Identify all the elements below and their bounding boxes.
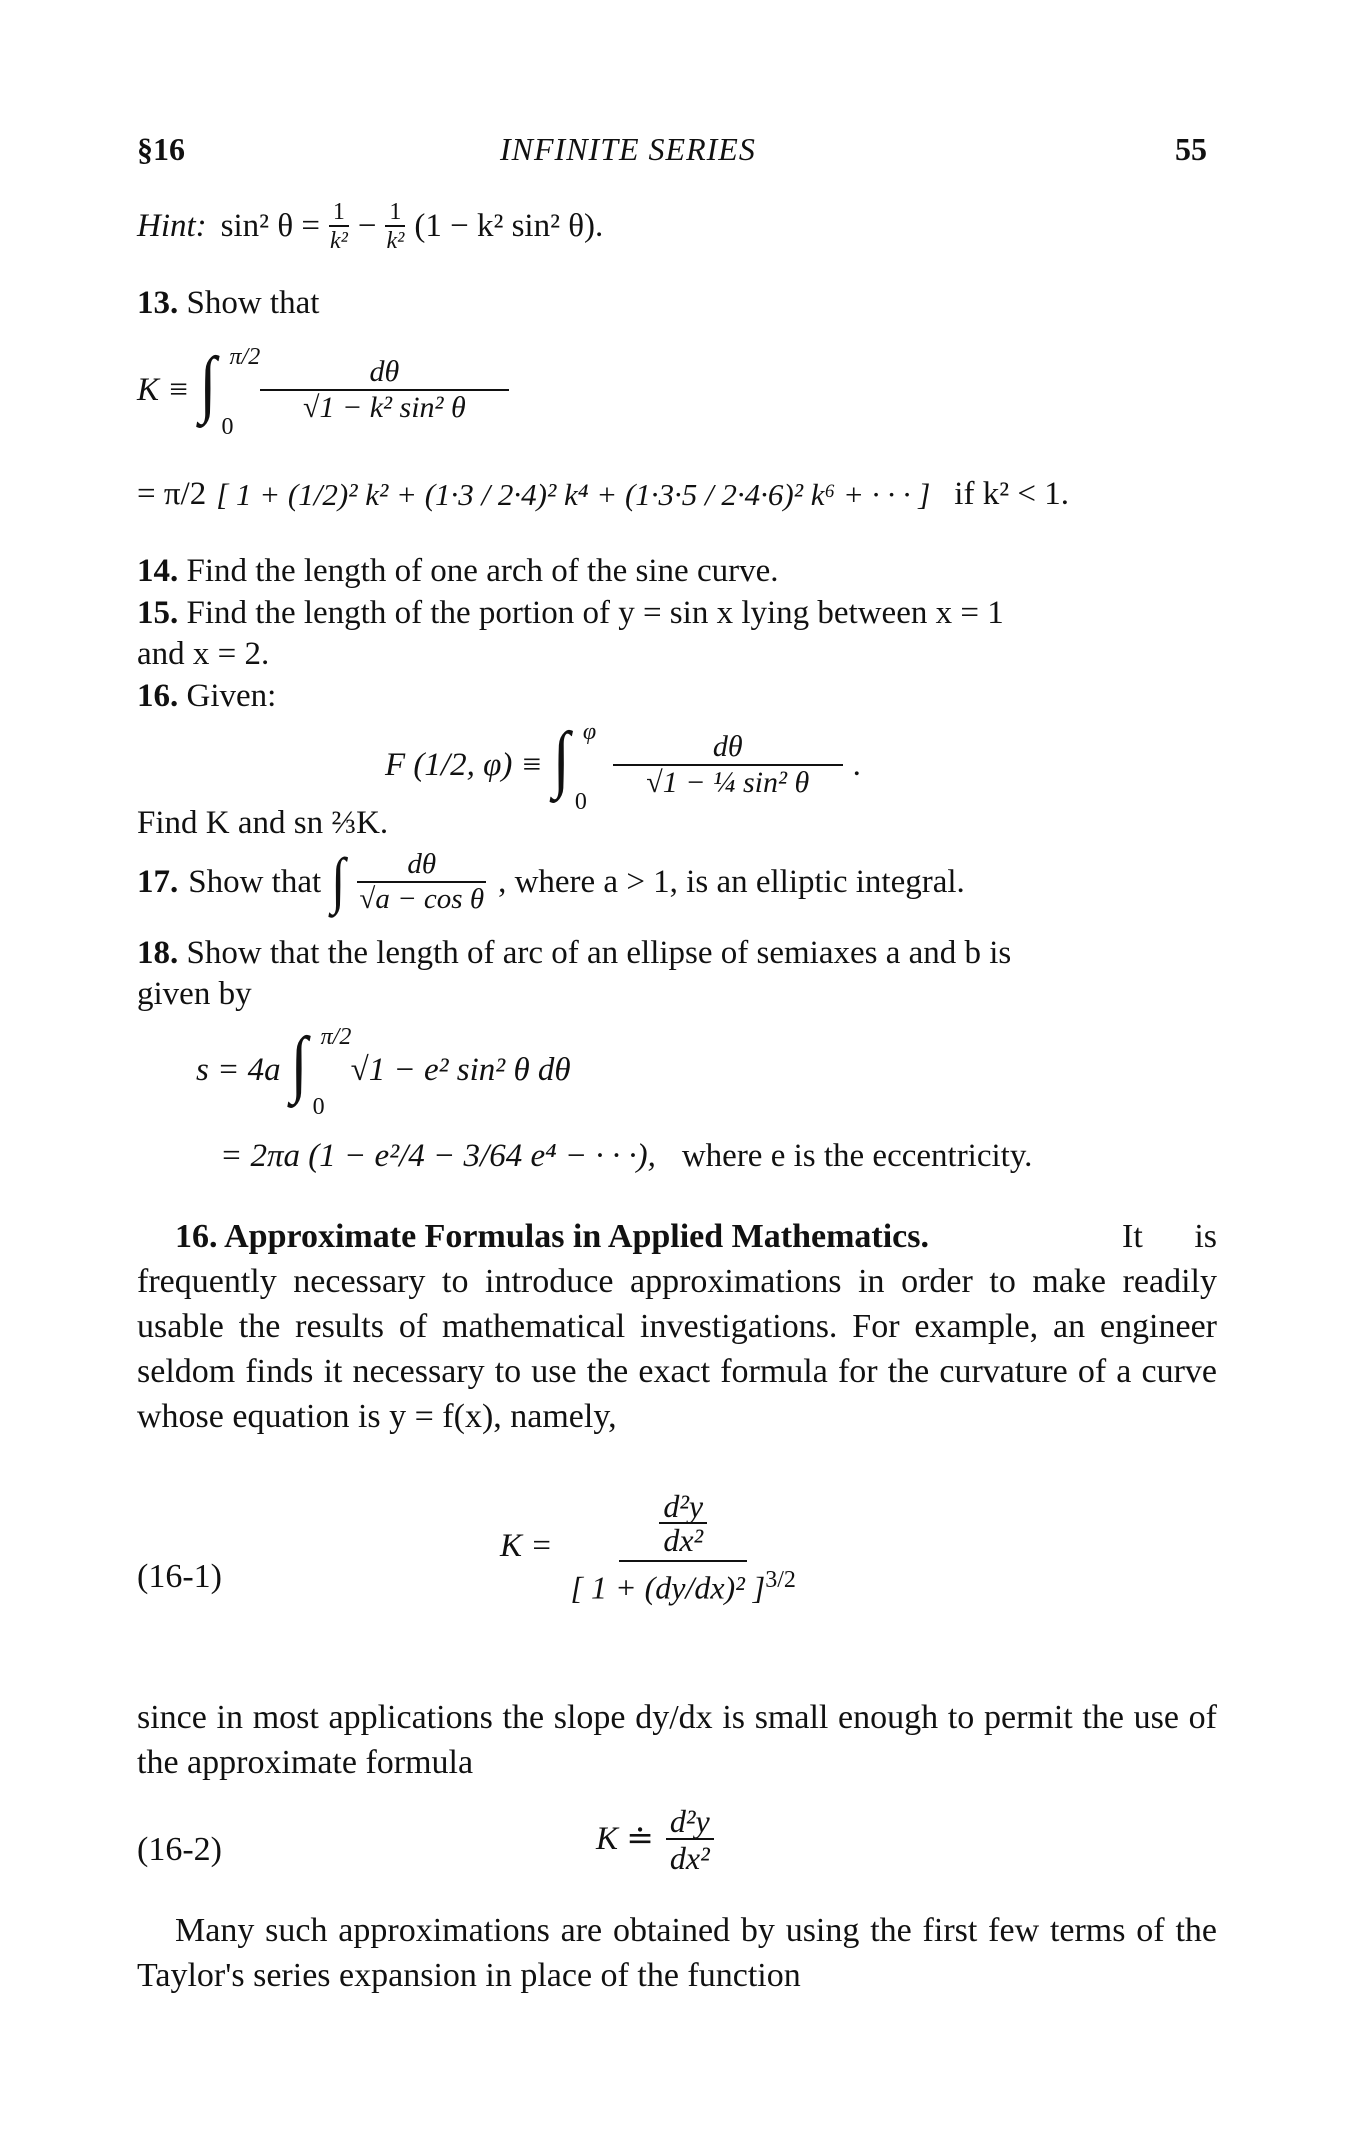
eq-16-2-fraction [666,1805,714,1874]
lower-limit-18: 0 [312,1094,325,1120]
ellipse-arc-note: where e is the eccentricity. [681,1138,1033,1174]
problem-17-text: Show that [188,863,322,900]
problem-18-result [220,1140,1032,1173]
problem-18 [137,937,1011,970]
eq-16-2-label: (16-2) [137,1831,222,1868]
section-marker: §16 [137,131,185,167]
integral-sign-13: ∫ π/2 0 [199,343,261,440]
problem-14-number: 14. [137,553,179,589]
problem-15-number: 15. [137,595,179,631]
problem-15 [137,597,1004,630]
problem-13-integral [137,343,509,440]
section-16-paragraph-1 [137,1214,1217,1439]
integrand-17-den: √a − cos θ [359,883,485,915]
upper-limit-13: π/2 [229,344,261,370]
eq-16-1-exponent: 3/2 [765,1567,796,1593]
hint-formula [137,200,603,253]
lower-limit-16: 0 [574,789,587,815]
upper-limit-16: φ [582,719,597,745]
eq-16-2 [596,1805,714,1874]
problem-16-number: 16. [137,678,179,714]
series-expansion: [ 1 + (1/2)² k² + (1·3 / 2·4)² k⁴ + (1·3·5 / 2·4·6)² k⁶ + · · · ] [216,477,931,512]
problem-13-series [137,478,1069,511]
integrand-13-den: √1 − k² sin² θ [303,391,466,424]
para3-text: Many such approximations are obtained by using the first few terms of the Taylor's series expansion in place of the function [137,1912,1217,1994]
problem-13 [137,287,319,320]
eq-16-1-denominator [567,1562,800,1604]
problem-16-text: Given: [186,678,277,714]
hint-rest: (1 − k² sin² θ). [414,208,604,244]
problem-14-text: Find the length of one arch of the sine curve. [186,553,779,589]
problem-14 [137,555,779,588]
problem-18-cont: given by [137,976,252,1012]
integral-sign-18: ∫ π/2 0 [290,1023,352,1120]
integrand-18: √1 − e² sin² θ dθ [350,1051,571,1088]
problem-16-lhs: F (1/2, φ) ≡ [385,746,543,783]
eq-16-1-numerator [619,1490,747,1562]
eq-16-2-lhs: K ≐ [596,1821,654,1857]
integrand-16 [613,732,843,798]
integrand-16-num: dθ [613,732,843,766]
problem-18-lhs: s = 4a [196,1051,281,1088]
series-prefix: = π/2 [137,476,207,512]
eq-16-2-num: d²y [666,1805,714,1840]
integral-sign-16: ∫ φ 0 [552,718,597,815]
lower-limit-13: 0 [221,414,234,440]
hint-num-1: 1 [329,200,349,227]
eq-16-2-den: dx² [669,1840,710,1876]
para1-text: It is frequently necessary to introduce approximations in order to make readily usable the results of mathematical investigations. For example, an engineer seldom finds it necessary to use the exact formula for the curvature of a curve whose equation is y = f(x), namely, [137,1218,1217,1435]
problem-13-number: 13. [137,285,179,321]
para2-text: since in most applications the slope dy/dx is small enough to permit the use of the approximate formula [137,1699,1217,1781]
hint-minus: − [357,208,377,244]
hint-num-2: 1 [385,200,405,227]
eq-16-1-label: (16-1) [137,1558,222,1595]
hint-den-2: k² [386,228,405,254]
integrand-13 [260,357,510,423]
problem-18-number: 18. [137,935,179,971]
section-16-heading: 16. Approximate Formulas in Applied Mathematics. [175,1218,929,1255]
problem-16 [137,680,276,713]
section-16-paragraph-3 [137,1908,1217,1998]
problem-15-cont: and x = 2. [137,636,270,672]
problem-16-integral [385,718,861,815]
problem-13-lhs: K ≡ [137,371,190,408]
eq-16-1-den-text: [ 1 + (dy/dx)² ] [570,1569,766,1606]
integrand-13-num: dθ [260,357,510,391]
hint-fraction-1 [326,200,352,253]
ellipse-arc-series: = 2πa (1 − e²/4 − 3/64 e⁴ − · · ·), [220,1138,656,1174]
integrand-16-den: √1 − ¼ sin² θ [646,766,810,799]
running-title: INFINITE SERIES [500,131,756,167]
problem-17-number: 17. [137,863,179,900]
hint-label: Hint: [137,208,207,244]
eq-16-1 [500,1490,800,1604]
integral-sign-17: ∫ [331,847,346,916]
problem-17-rest: , where a > 1, is an elliptic integral. [498,863,965,900]
section-16-paragraph-2 [137,1695,1217,1785]
problem-13-text: Show that [186,285,320,321]
problem-17 [137,847,965,916]
eq-16-1-lhs: K = [500,1528,553,1565]
eq-16-1-num-bottom: dx² [663,1522,704,1558]
problem-18-text: Show that the length of arc of an ellipse of semiaxes a and b is [186,935,1012,971]
problem-16-period: . [852,746,861,783]
hint-den-1: k² [330,228,348,254]
integrand-17 [355,850,488,914]
hint-lhs: sin² θ = [220,208,320,244]
hint-fraction-2 [382,200,408,253]
eq-16-1-fraction [567,1490,800,1604]
eq-16-1-num-top: d²y [659,1490,707,1524]
problem-16-find: Find K and sn ⅔K. [137,805,389,841]
problem-18-integral [196,1023,571,1120]
series-condition: if k² < 1. [954,476,1069,512]
upper-limit-18: π/2 [320,1024,352,1050]
page-number: 55 [1175,131,1207,167]
integrand-17-num: dθ [357,850,486,883]
problem-15-text: Find the length of the portion of y = sin x lying between x = 1 [186,595,1004,631]
